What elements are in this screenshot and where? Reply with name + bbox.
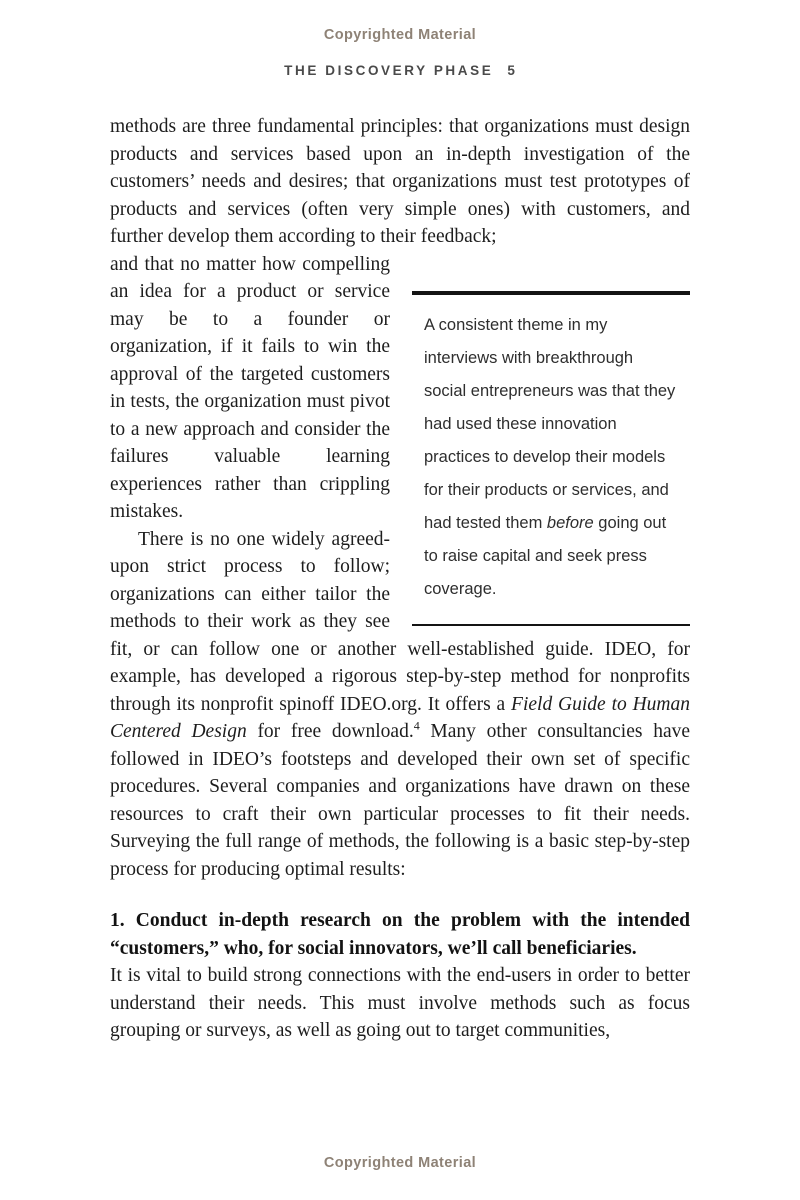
copyright-notice-top: Copyrighted Material bbox=[323, 27, 477, 43]
paragraph-segment: for free download. bbox=[246, 721, 414, 742]
paragraph-segment: Many other consultancies have followed in IDEO’s footsteps and developed their own set of specific procedures. Several companies and organizations have drawn on these resources to craft their own particular processes to fit their needs. Surveying the full range of methods, the following is a basic step-by-step process for producing optimal results: bbox=[110, 721, 690, 880]
page-number: 5 bbox=[507, 63, 516, 78]
pullquote-text bbox=[412, 295, 690, 624]
pullquote-segment: going out to raise capital and seek press coverage. bbox=[424, 513, 667, 598]
copyright-notice-bottom: Copyrighted Material bbox=[323, 1155, 477, 1171]
pullquote-emphasis: before bbox=[546, 513, 594, 532]
pullquote-bottom-rule bbox=[412, 624, 690, 626]
paragraph-segment: There is no one widely agreed-upon strict process to follow; organizations can either tailor the methods to their work as they see fit, or can follow one or another well-established guide. IDEO, for example, has developed a rigorous step-by-step method for nonprofits through its nonprofit spinoff IDEO.org. It offers a bbox=[110, 528, 690, 715]
book-title-italic: Field Guide to Human Centered Design bbox=[110, 693, 691, 742]
step-1-heading: 1. Conduct in-depth research on the problem with the intended “customers,” who, for social innovators, we’ll call beneficiaries. bbox=[110, 910, 690, 959]
pullquote-spacer bbox=[412, 251, 690, 291]
pullquote-segment: A consistent theme in my interviews with breakthrough social entrepreneurs was that they had used these innovation practices to develop their models for their products or services, and had tested them bbox=[424, 315, 676, 532]
footnote-marker: 4 bbox=[413, 718, 420, 733]
pullquote-sidebar bbox=[412, 251, 690, 626]
paragraph-wrap: and that no matter how compelling an idea for a product or service may be to a founder or organization, if it fails to win the approval of the targeted customers in tests, the organization must pivot to a new approach and consider the failures valuable learning experiences rather than crippling mistakes. bbox=[110, 253, 390, 522]
running-header bbox=[0, 63, 800, 78]
paragraph-step1: It is vital to build strong connections with the end-users in order to better understand their needs. This must involve methods such as focus grouping or surveys, as well as going out to target communities, bbox=[110, 965, 690, 1041]
body-text-block bbox=[110, 113, 690, 1045]
paragraph-continuation: methods are three fundamental principles: that organizations must design products and services based upon an in-depth investigation of the customers’ needs and desires; that organizations must test prototypes of products and services (often very simple ones) with customers, and further develop them according to their feedback; bbox=[110, 116, 690, 247]
chapter-title: THE DISCOVERY PHASE bbox=[284, 63, 494, 78]
